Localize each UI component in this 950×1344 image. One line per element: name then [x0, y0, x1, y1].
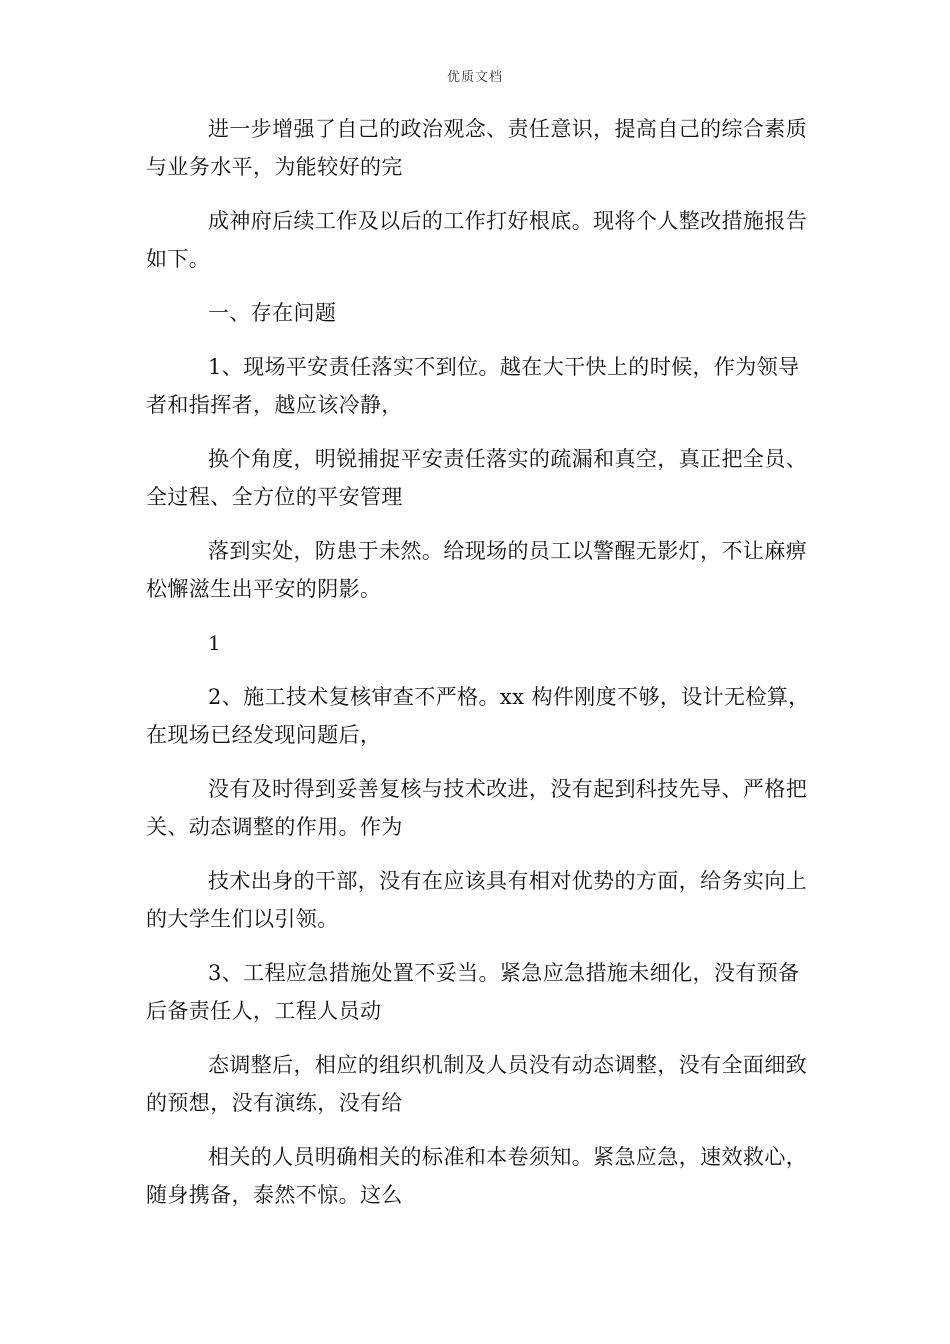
- paragraph: 落到实处，防患于未然。给现场的员工以警醒无影灯，不让麻痹松懈滋生出平安的阴影。: [146, 539, 808, 601]
- paragraph: 3、工程应急措施处置不妥当。紧急应急措施未细化，没有预备后备责任人，工程人员动: [146, 961, 800, 1023]
- page-number: 1: [208, 631, 221, 655]
- paragraph: 进一步增强了自己的政治观念、责任意识，提高自己的综合素质与业务水平，为能较好的完: [146, 117, 808, 179]
- paragraph: 1、现场平安责任落实不到位。越在大干快上的时候，作为领导者和指挥者，越应该冷静，: [146, 355, 800, 417]
- section-heading: 一、存在问题: [207, 301, 337, 325]
- paragraph: 成神府后续工作及以后的工作打好根底。现将个人整改措施报告如下。: [146, 209, 808, 271]
- paragraph: 技术出身的干部，没有在应该具有相对优势的方面，给务实向上的大学生们以引领。: [146, 869, 808, 931]
- document-body: [146, 110, 814, 1230]
- paragraph: 态调整后，相应的组织机制及人员没有动态调整，没有全面细致的预想，没有演练，没有给: [146, 1053, 808, 1115]
- paragraph: 没有及时得到妥善复核与技术改进，没有起到科技先导、严格把关、动态调整的作用。作为: [146, 777, 808, 839]
- paragraph: 换个角度，明锐捕捉平安责任落实的疏漏和真空，真正把全员、全过程、全方位的平安管理: [146, 447, 808, 509]
- paragraph: 2、施工技术复核审查不严格。xx 构件刚度不够，设计无检算，在现场已经发现问题后，: [146, 685, 810, 747]
- paragraph: 相关的人员明确相关的标准和本卷须知。紧急应急，速效救心，随身携备，泰然不惊。这么: [146, 1145, 808, 1207]
- page-header: 优质文档: [446, 70, 503, 85]
